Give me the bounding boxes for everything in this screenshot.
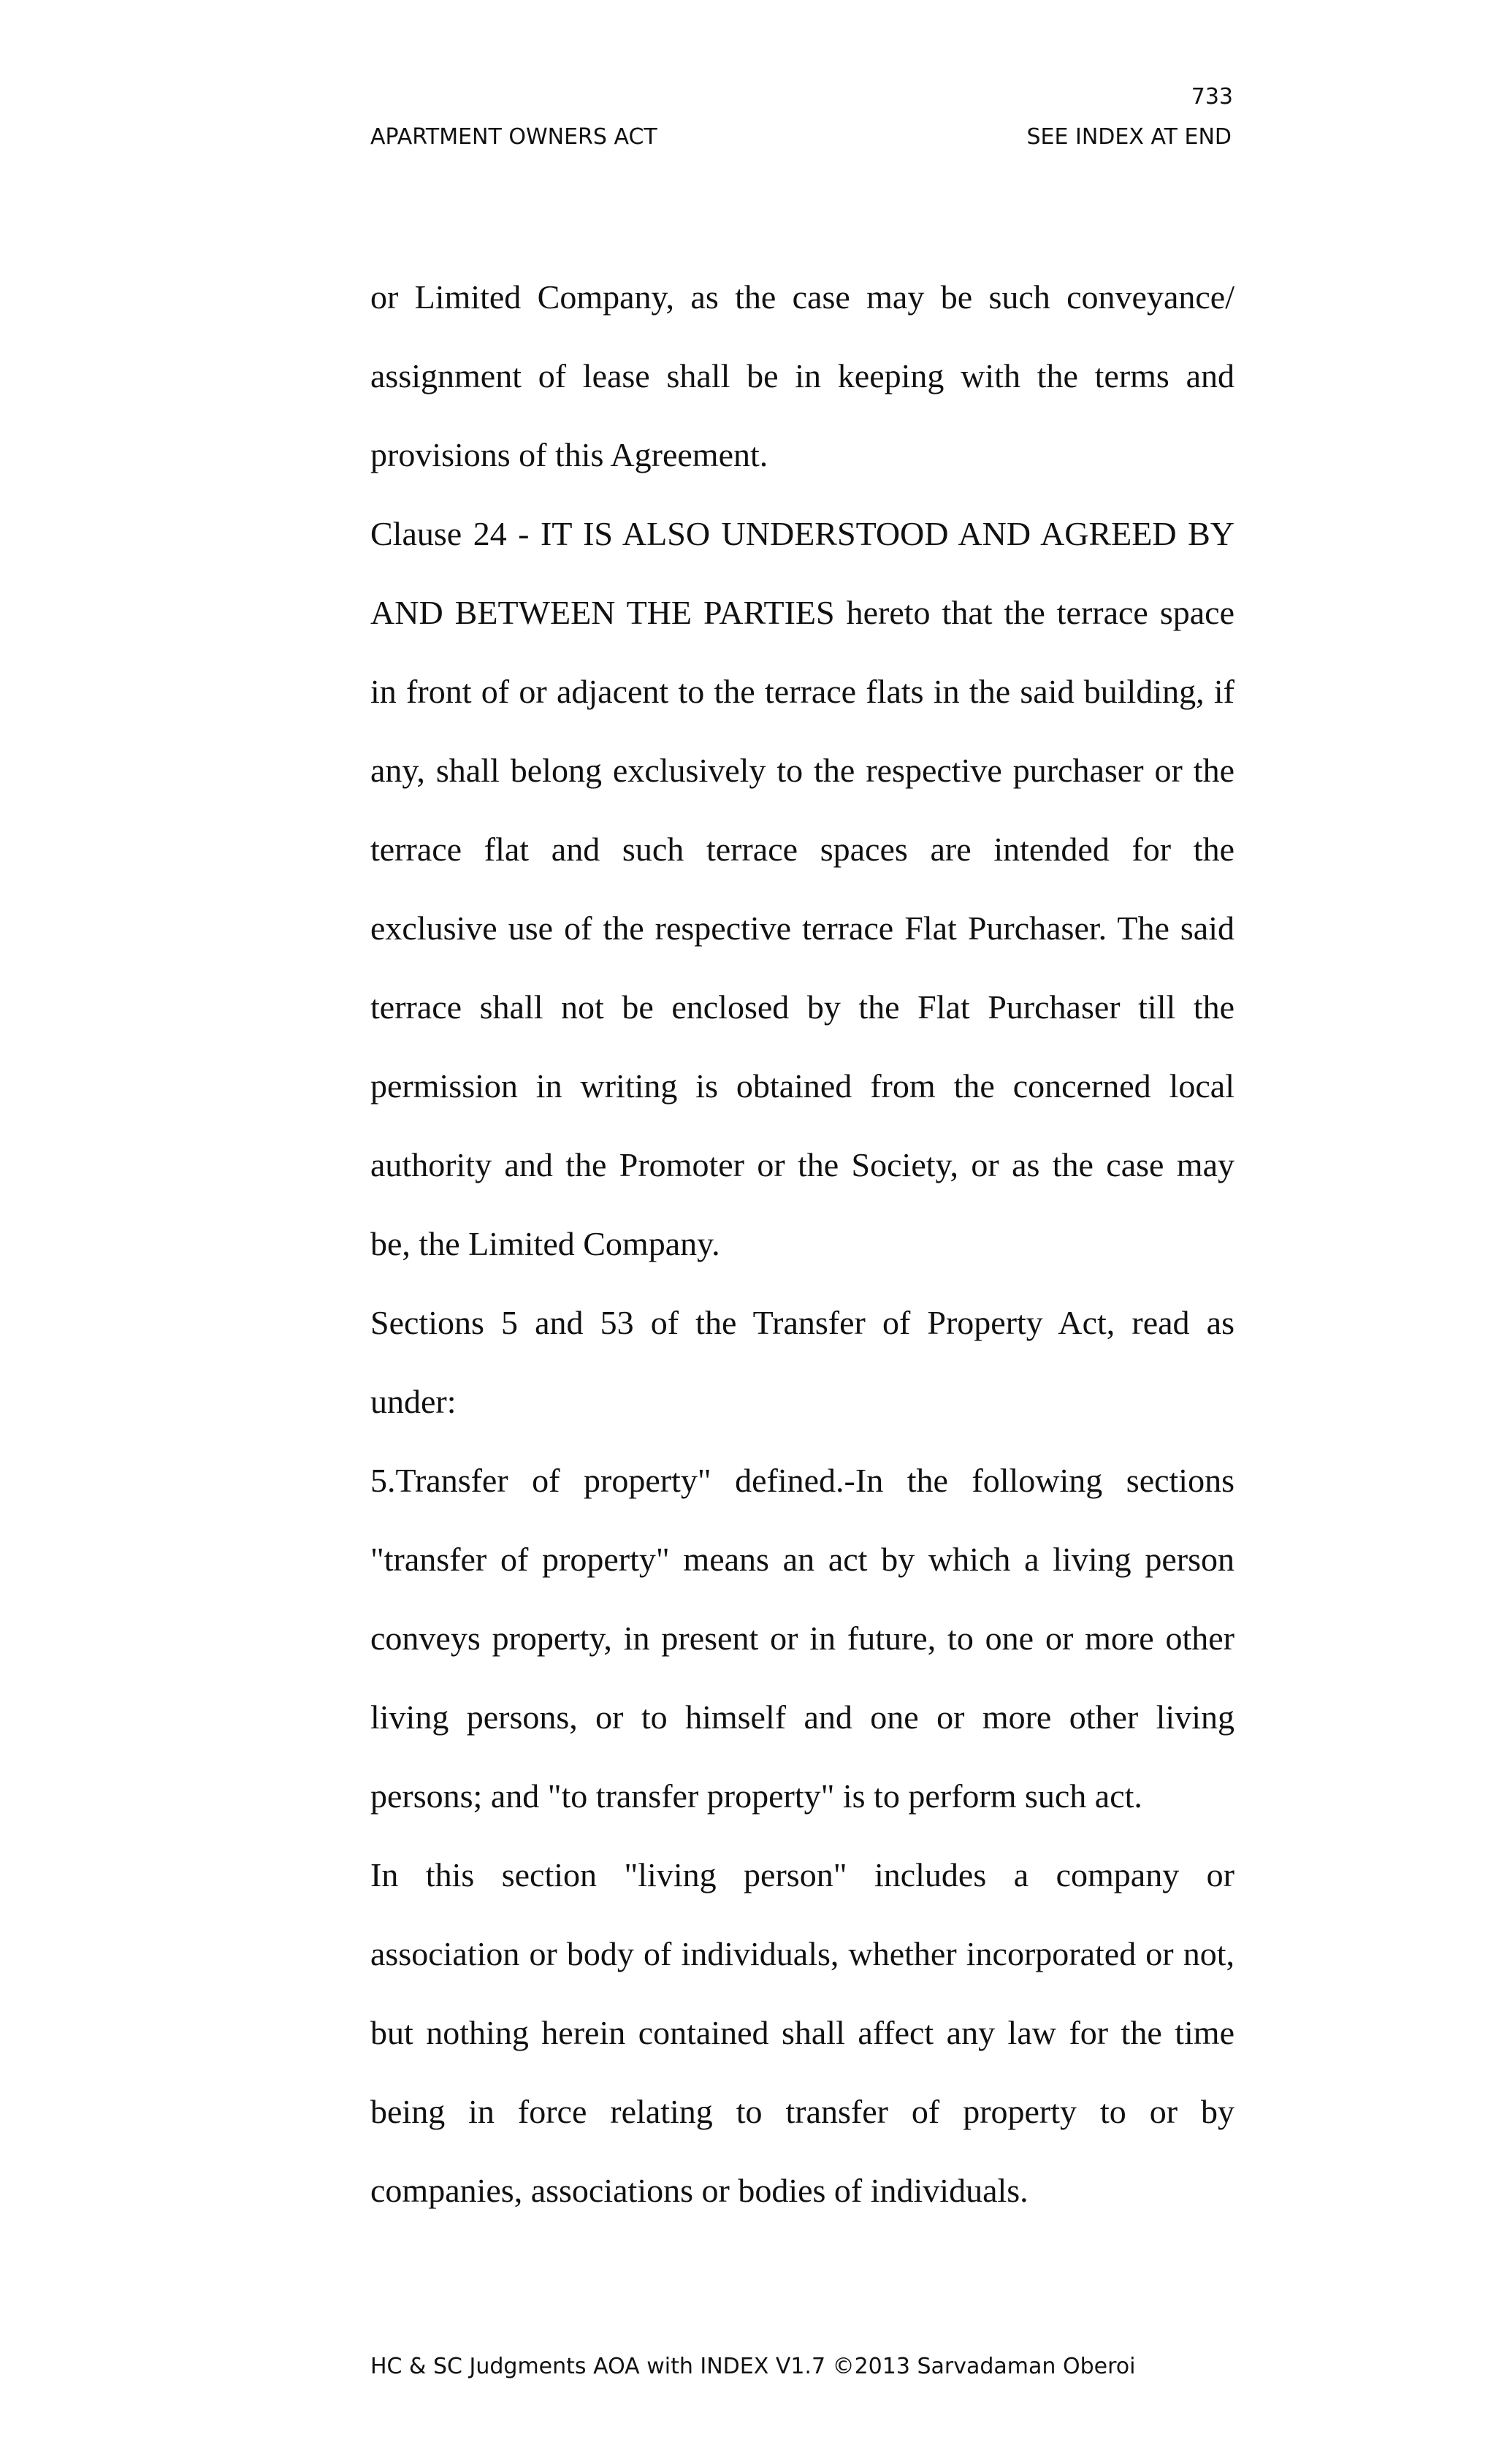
header-index-note: SEE INDEX AT END: [1026, 124, 1232, 150]
running-header: [370, 123, 1234, 152]
paragraph: Sections 5 and 53 of the Transfer of Property Act, read as under:: [370, 1304, 1234, 1420]
header-title: APARTMENT OWNERS ACT: [370, 124, 657, 150]
paragraph: In this section "living person" includes a company or association or body of individuals, whether incorporated or not, but nothing herein contained shall affect any law for the time being in force relating to transfer of property to or by companies, associations or bodies of individuals.: [370, 1856, 1234, 2209]
paragraph: Clause 24 - IT IS ALSO UNDERSTOOD AND AGREED BY AND BETWEEN THE PARTIES hereto that the terrace space in front of or adjacent to the terrace flats in the said building, if any, shall belong exclusively to the respective purchaser or the terrace flat and such terrace spaces are intended for the exclusive use of the respective terrace Flat Purchaser. The said terrace shall not be enclosed by the Flat Purchaser till the permission in writing is obtained from the concerned local authority and the Promoter or the Society, or as the case may be, the Limited Company.: [370, 515, 1234, 1262]
document-body: [370, 258, 1234, 2230]
paragraph: 5.Transfer of property" defined.-In the following sections "transfer of property" means an act by which a living person conveys property, in present or in future, to one or more other living persons, or to himself and one or more other living persons; and "to transfer property" is to perform such act.: [370, 1462, 1234, 1815]
page-number: 733: [1191, 84, 1233, 110]
paragraph: or Limited Company, as the case may be such conveyance/ assignment of lease shall be in keeping with the terms and provisions of this Agreement.: [370, 278, 1234, 473]
page-footer: HC & SC Judgments AOA with INDEX V1.7 ©2013 Sarvadaman Oberoi: [370, 2354, 1136, 2379]
